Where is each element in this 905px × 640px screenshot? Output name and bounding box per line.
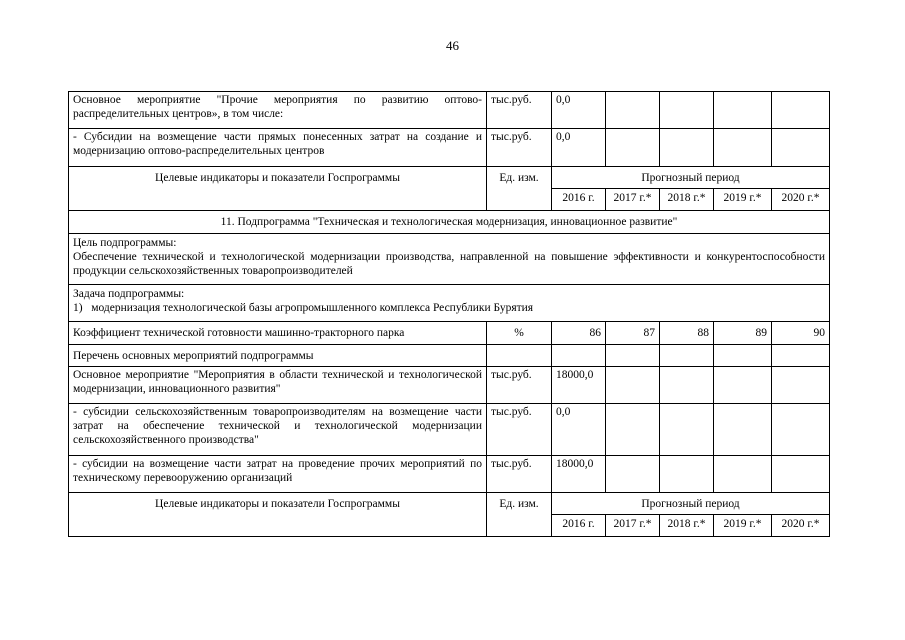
year-cell: 2018 г.* xyxy=(660,515,714,537)
year-cell: 2016 г. xyxy=(552,189,606,211)
empty-cell xyxy=(714,367,772,404)
empty-cell xyxy=(772,456,830,493)
unit-header: Ед. изм. xyxy=(487,167,552,211)
empty-cell xyxy=(660,456,714,493)
value-cell: 0,0 xyxy=(552,92,606,129)
value-cell: 90 xyxy=(772,322,830,345)
empty-cell xyxy=(714,456,772,493)
value-cell: 0,0 xyxy=(552,404,606,456)
year-cell: 2020 г.* xyxy=(772,189,830,211)
empty-cell xyxy=(714,345,772,367)
year-cell: 2017 г.* xyxy=(606,189,660,211)
empty-cell xyxy=(552,345,606,367)
empty-cell xyxy=(606,129,660,167)
activity-name: Основное мероприятие "Мероприятия в области технической и технологической модернизации, инновационного развития" xyxy=(69,367,487,404)
subprogram-title: 11. Подпрограмма "Техническая и технологическая модернизация, инновационное развитие" xyxy=(69,211,830,234)
goal-row xyxy=(69,234,830,285)
value-cell: 18000,0 xyxy=(552,367,606,404)
empty-cell xyxy=(660,92,714,129)
unit-cell: тыс.руб. xyxy=(487,129,552,167)
task-cell xyxy=(69,285,830,322)
value-cell: 87 xyxy=(606,322,660,345)
empty-cell xyxy=(606,345,660,367)
task-label: Задача подпрограммы: xyxy=(73,288,185,300)
goal-text: Обеспечение технической и технологической модернизации производства, направленной на повышение эффективности и конкурентоспособности продукции сельскохозяйственных товаропроизводителей xyxy=(73,251,825,277)
empty-cell xyxy=(606,367,660,404)
unit-cell: тыс.руб. xyxy=(487,404,552,456)
task-row xyxy=(69,285,830,322)
table-row xyxy=(69,404,830,456)
program-table xyxy=(68,91,830,537)
empty-cell xyxy=(714,129,772,167)
forecast-header: Прогнозный период xyxy=(552,493,830,515)
empty-cell xyxy=(660,367,714,404)
empty-cell xyxy=(660,404,714,456)
task-text: 1) модернизация технологической базы агропромышленного комплекса Республики Бурятия xyxy=(73,302,534,314)
empty-cell xyxy=(772,367,830,404)
table-row xyxy=(69,92,830,129)
value-cell: 89 xyxy=(714,322,772,345)
list-title: Перечень основных мероприятий подпрограммы xyxy=(69,345,487,367)
empty-cell xyxy=(606,404,660,456)
year-cell: 2020 г.* xyxy=(772,515,830,537)
empty-cell xyxy=(772,129,830,167)
header-row xyxy=(69,167,830,189)
empty-cell xyxy=(660,345,714,367)
year-cell: 2016 г. xyxy=(552,515,606,537)
value-cell: 88 xyxy=(660,322,714,345)
empty-cell xyxy=(772,345,830,367)
subprogram-row xyxy=(69,211,830,234)
value-cell: 86 xyxy=(552,322,606,345)
unit-cell: тыс.руб. xyxy=(487,456,552,493)
unit-cell: тыс.руб. xyxy=(487,92,552,129)
empty-cell xyxy=(714,92,772,129)
empty-cell xyxy=(772,92,830,129)
unit-header: Ед. изм. xyxy=(487,493,552,537)
empty-cell xyxy=(606,456,660,493)
year-cell: 2018 г.* xyxy=(660,189,714,211)
empty-cell xyxy=(606,92,660,129)
goal-cell xyxy=(69,234,830,285)
year-cell: 2017 г.* xyxy=(606,515,660,537)
table-row xyxy=(69,367,830,404)
list-title-row xyxy=(69,345,830,367)
indicator-row xyxy=(69,322,830,345)
unit-cell: % xyxy=(487,322,552,345)
empty-cell xyxy=(660,129,714,167)
indicator-name: Коэффициент технической готовности машинно-тракторного парка xyxy=(69,322,487,345)
value-cell: 18000,0 xyxy=(552,456,606,493)
activity-name: - субсидии сельскохозяйственным товаропроизводителям на возмещение части затрат на обеспечение технической и технологической модернизации сельскохозяйственного производства" xyxy=(69,404,487,456)
indicators-header: Целевые индикаторы и показатели Госпрограммы xyxy=(69,167,487,211)
activity-name: - субсидии на возмещение части затрат на проведение прочих мероприятий по техническому перевооружению организаций xyxy=(69,456,487,493)
value-cell: 0,0 xyxy=(552,129,606,167)
table-row xyxy=(69,129,830,167)
empty-cell xyxy=(714,404,772,456)
page-number: 46 xyxy=(446,38,459,53)
goal-label: Цель подпрограммы: xyxy=(73,237,177,249)
unit-cell: тыс.руб. xyxy=(487,367,552,404)
activity-name: - Субсидии на возмещение части прямых понесенных затрат на создание и модернизацию оптово-распределительных центров xyxy=(69,129,487,167)
indicators-header: Целевые индикаторы и показатели Госпрограммы xyxy=(69,493,487,537)
year-cell: 2019 г.* xyxy=(714,189,772,211)
activity-name: Основное мероприятие "Прочие мероприятия по развитию оптово-распределительных центров», в том числе: xyxy=(69,92,487,129)
empty-cell xyxy=(772,404,830,456)
empty-cell xyxy=(487,345,552,367)
table-row xyxy=(69,456,830,493)
forecast-header: Прогнозный период xyxy=(552,167,830,189)
header-row xyxy=(69,493,830,515)
year-cell: 2019 г.* xyxy=(714,515,772,537)
